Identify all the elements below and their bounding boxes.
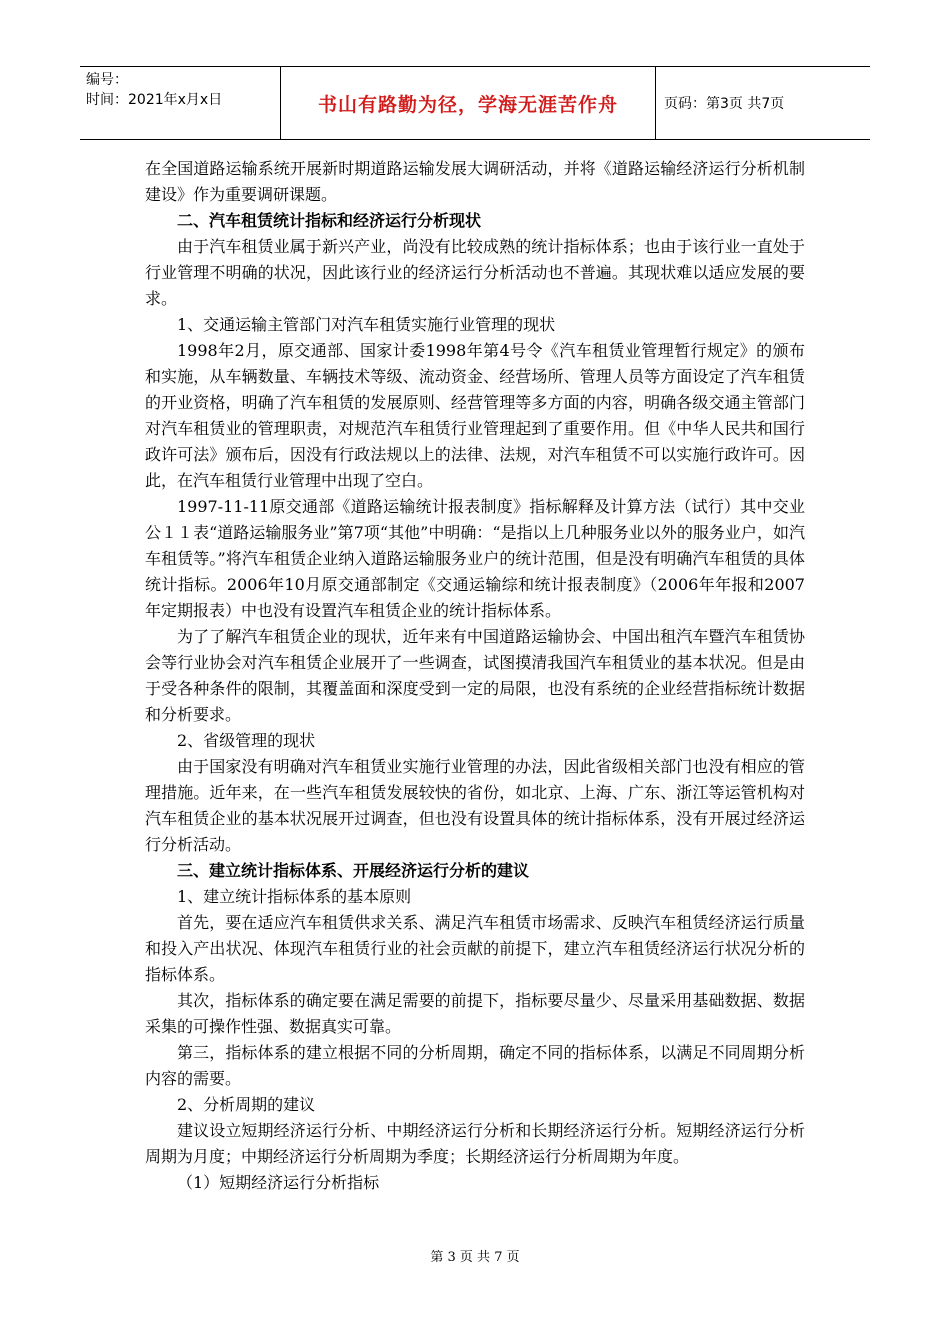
document-body <box>145 156 805 1196</box>
body-paragraph: 首先，要在适应汽车租赁供求关系、满足汽车租赁市场需求、反映汽车租赁经济运行质量和投入产出状况、体现汽车租赁行业的社会贡献的前提下，建立汽车租赁经济运行状况分析的指标体系。 <box>145 913 805 984</box>
body-paragraph: 第三，指标体系的建立根据不同的分析周期，确定不同的指标体系，以满足不同周期分析内容的需要。 <box>145 1043 805 1088</box>
header-page-number: 页码：第3页 共7页 <box>664 96 785 112</box>
body-paragraph: 由于国家没有明确对汽车租赁业实施行业管理的办法，因此省级相关部门也没有相应的管理措施。近年来，在一些汽车租赁发展较快的省份，如北京、上海、广东、浙江等运管机构对汽车租赁企业的基本状况展开过调查，但也没有设置具体的统计指标体系，没有开展过经济运行分析活动。 <box>145 757 805 854</box>
body-paragraph: 2、分析周期的建议 <box>177 1095 316 1114</box>
serial-label: 编号： <box>86 72 128 88</box>
body-paragraph: 其次，指标体系的确定要在满足需要的前提下，指标要尽量少、尽量采用基础数据、数据采集的可操作性强、数据真实可靠。 <box>145 991 805 1036</box>
body-paragraph: 1、建立统计指标体系的基本原则 <box>177 887 412 906</box>
body-paragraph: 1997-11-11原交通部《道路运输统计报表制度》指标解释及计算方法（试行）其中交业公１１表“道路运输服务业”第7项“其他”中明确：“是指以上几种服务业以外的服务业户，如汽车租赁等。”将汽车租赁企业纳入道路运输服务业户的统计范围，但是没有明确汽车租赁的具体统计指标。2006年10月原交通部制定《交通运输综和统计报表制度》（2006年年报和2007年定期报表）中也没有设置汽车租赁企业的统计指标体系。 <box>145 497 805 620</box>
header-meta <box>80 67 281 139</box>
section-heading: 二、汽车租赁统计指标和经济运行分析现状 <box>177 211 482 230</box>
body-paragraph: 2、省级管理的现状 <box>177 731 316 750</box>
body-paragraph: 建议设立短期经济运行分析、中期经济运行分析和长期经济运行分析。短期经济运行分析周期为月度；中期经济运行分析周期为季度；长期经济运行分析周期为年度。 <box>145 1121 805 1166</box>
body-paragraph: 在全国道路运输系统开展新时期道路运输发展大调研活动，并将《道路运输经济运行分析机制建设》作为重要调研课题。 <box>145 159 805 204</box>
page-header <box>80 66 870 140</box>
header-motto: 书山有路勤为径，学海无涯苦作舟 <box>281 67 656 139</box>
time-label: 时间：2021年x月x日 <box>86 92 223 108</box>
body-paragraph: 1、交通运输主管部门对汽车租赁实施行业管理的现状 <box>177 315 556 334</box>
body-paragraph: 为了了解汽车租赁企业的现状，近年来有中国道路运输协会、中国出租汽车暨汽车租赁协会等行业协会对汽车租赁企业展开了一些调查，试图摸清我国汽车租赁业的基本状况。但是由于受各种条件的限制，其覆盖面和深度受到一定的局限，也没有系统的企业经营指标统计数据和分析要求。 <box>145 627 805 724</box>
page-footer: 第 3 页 共 7 页 <box>430 1250 520 1265</box>
body-paragraph: （1）短期经济运行分析指标 <box>177 1173 380 1192</box>
body-paragraph: 1998年2月，原交通部、国家计委1998年第4号令《汽车租赁业管理暂行规定》的颁布和实施，从车辆数量、车辆技术等级、流动资金、经营场所、管理人员等方面设定了汽车租赁的开业资格，明确了汽车租赁的发展原则、经营管理等多方面的内容，明确各级交通主管部门对汽车租赁业的管理职责，对规范汽车租赁行业管理起到了重要作用。但《中华人民共和国行政许可法》颁布后，因没有行政法规以上的法律、法规，对汽车租赁不可以实施行政许可。因此，在汽车租赁行业管理中出现了空白。 <box>145 341 805 490</box>
body-paragraph: 由于汽车租赁业属于新兴产业，尚没有比较成熟的统计指标体系；也由于该行业一直处于行业管理不明确的状况，因此该行业的经济运行分析活动也不普遍。其现状难以适应发展的要求。 <box>145 237 805 308</box>
section-heading: 三、建立统计指标体系、开展经济运行分析的建议 <box>177 861 530 880</box>
